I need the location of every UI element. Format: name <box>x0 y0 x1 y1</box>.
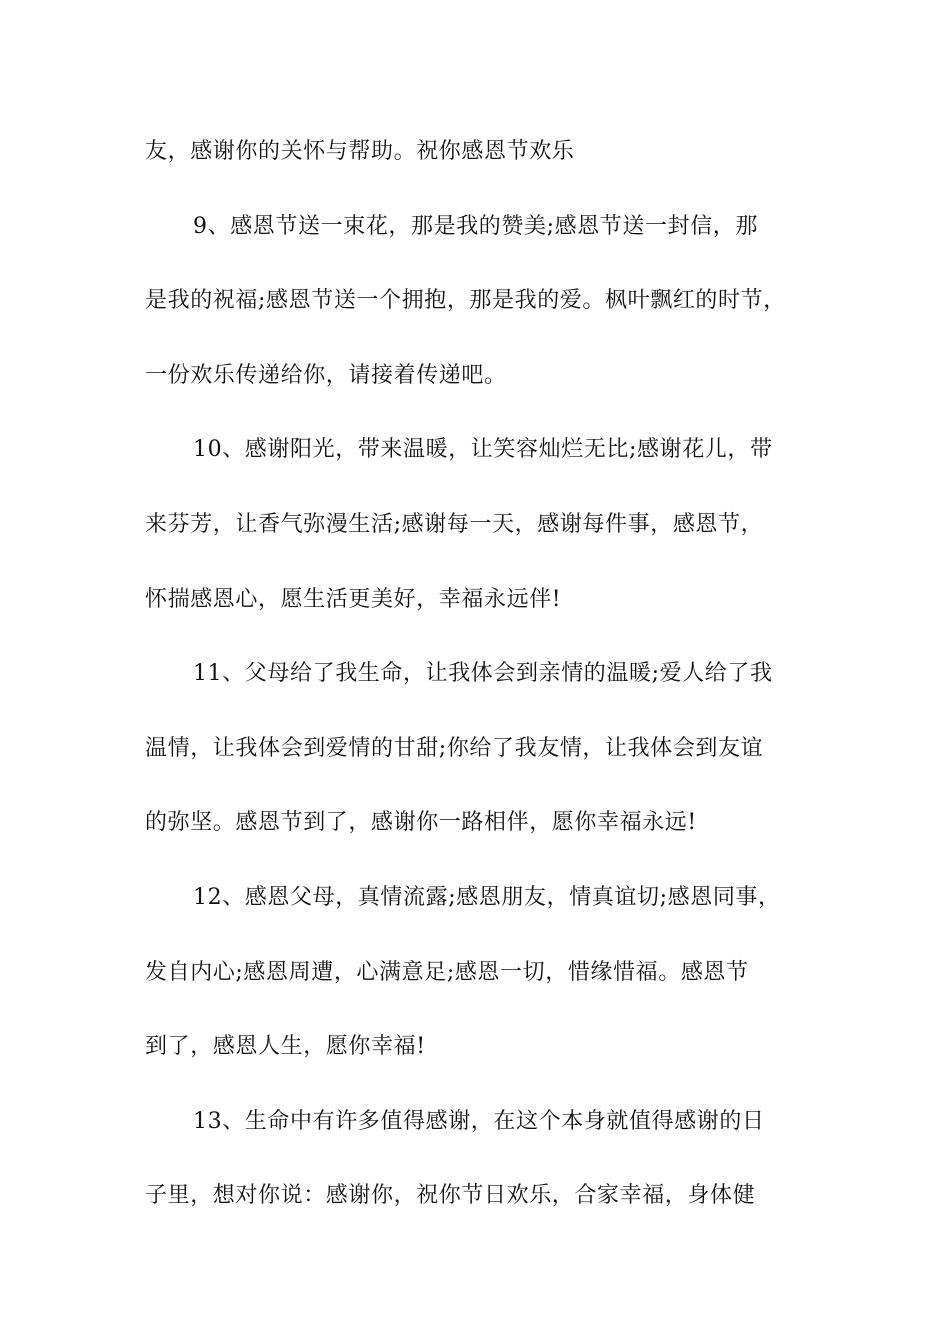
text-line: 怀揣感恩心，愿生活更美好，幸福永远伴! <box>145 586 562 612</box>
document-body <box>145 132 825 1251</box>
paragraph-start-12: 12、感恩父母，真情流露;感恩朋友，情真谊切;感恩同事， <box>193 884 781 910</box>
text-line: 是我的祝福;感恩节送一个拥抱，那是我的爱。枫叶飘红的时节， <box>145 288 786 314</box>
text-line: 子里，想对你说：感谢你，祝你节日欢乐，合家幸福，身体健 <box>145 1183 756 1209</box>
text-line: 到了，感恩人生，愿你幸福! <box>145 1034 426 1060</box>
text-line: 的弥坚。感恩节到了，感谢你一路相伴，愿你幸福永远! <box>145 810 697 836</box>
text-line: 温情，让我体会到爱情的甘甜;你给了我友情，让我体会到友谊 <box>145 735 764 761</box>
paragraph-start-9: 9、感恩节送一束花，那是我的赞美;感恩节送一封信，那 <box>193 213 759 239</box>
paragraph-start-10: 10、感谢阳光，带来温暖，让笑容灿烂无比;感谢花儿，带 <box>193 437 773 463</box>
paragraph-start-13: 13、生命中有许多值得感谢，在这个本身就值得感谢的日 <box>193 1108 765 1134</box>
text-line: 一份欢乐传递给你，请接着传递吧。 <box>145 362 507 388</box>
text-line: 来芬芳，让香气弥漫生活;感谢每一天，感谢每件事，感恩节， <box>145 511 764 537</box>
text-line: 发自内心;感恩周遭，心满意足;感恩一切，惜缘惜福。感恩节 <box>145 959 749 985</box>
paragraph-start-11: 11、父母给了我生命，让我体会到亲情的温暖;爱人给了我 <box>193 661 773 687</box>
text-line: 友，感谢你的关怀与帮助。祝你感恩节欢乐 <box>145 139 575 164</box>
